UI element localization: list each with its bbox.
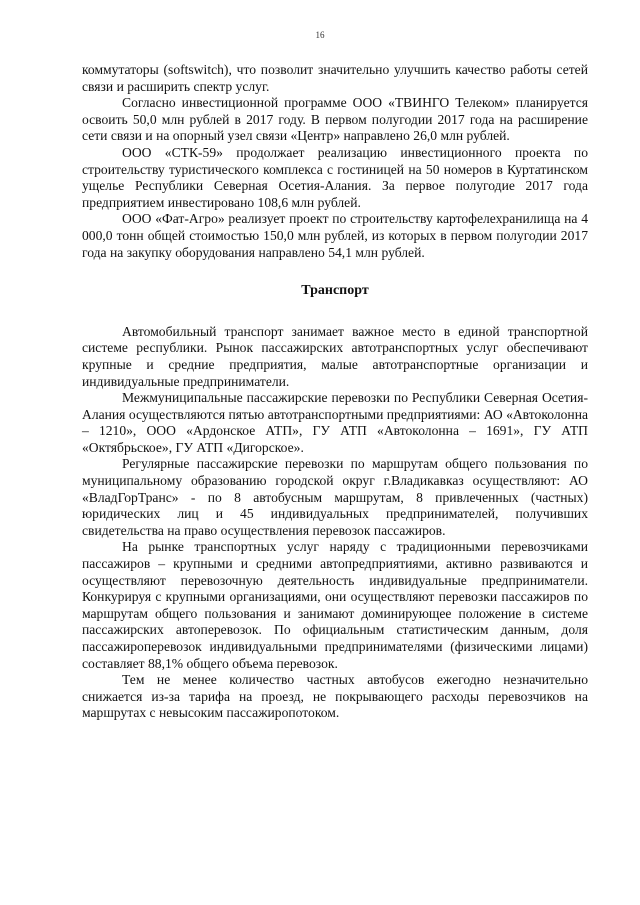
paragraph-stk-59: ООО «СТК-59» продолжает реализацию инвестиционного проекта по строительству туристического комплекса с гостиницей на 50 номеров в Куртатинском ущелье Республики Северная Осетия-Алания. За первое полугодие 2017 года предприятием инвестировано 108,6 млн рублей. bbox=[82, 144, 588, 210]
paragraph-transport-market: На рынке транспортных услуг наряду с традиционными перевозчиками пассажиров – крупными и средними автопредприятиями, активно развиваются и осуществляют перевозочную деятельность индивидуальные предприниматели. Конкурируя с крупными организациями, они осуществляют перевозки пассажиров по маршрутам общего пользования и занимают доминирующее положение в системе пассажирских автоперевозок. По официальным статистическим данным, доля пассажироперевозок индивидуальными предпринимателями (физическими лицами) составляет 88,1% общего объема перевозок. bbox=[82, 539, 588, 671]
paragraph-auto-transport: Автомобильный транспорт занимает важное место в единой транспортной системе республики. Рынок пассажирских автотранспортных услуг обеспечивают крупные и средние предприятия, малые автотранспортные организации и индивидуальные предприниматели. bbox=[82, 323, 588, 389]
document-body bbox=[82, 62, 588, 722]
paragraph-fat-agro: ООО «Фат-Агро» реализует проект по строительству картофелехранилища на 4 000,0 тонн общей стоимостью 150,0 млн рублей, из которых в первом полугодии 2017 года на закупку оборудования направлено 54,1 млн рублей. bbox=[82, 211, 588, 260]
paragraph-private-buses: Тем не менее количество частных автобусов ежегодно незначительно снижается из-за тарифа на проезд, не покрывающего расходы перевозчиков на маршрутах с невысоким пассажиропотоком. bbox=[82, 672, 588, 721]
page-number: 16 bbox=[315, 30, 325, 40]
paragraph-intermunicipal: Межмуниципальные пассажирские перевозки по Республики Северная Осетия-Алания осуществляются пятью автотранспортными предприятиями: АО «Автоколонна – 1210», ООО «Ардонское АТП», ГУ АТП «Автоколонна – 1691», ГУ АТП «Октябрьское», ГУ АТП «Дигорское». bbox=[82, 390, 589, 455]
paragraph-regular-routes: Регулярные пассажирские перевозки по маршрутам общего пользования по муниципальному образованию городской округ г.Владикавказ осуществляют: АО «ВладГорТранс» - по 8 автобусным маршрутам, 8 привлеченных (частных) юридических лиц и 45 индивидуальных предпринимателей, получивших свидетельства на право осуществления перевозок пассажиров. bbox=[82, 456, 588, 538]
paragraph-tvingo-telecom: Согласно инвестиционной программе ООО «ТВИНГО Телеком» планируется освоить 50,0 млн рублей в 2017 году. В первом полугодии 2017 года на расширение сети связи и на опорный узел связи «Центр» направлено 26,0 млн рублей. bbox=[82, 95, 588, 144]
paragraph-softswitch-continuation: коммутаторы (softswitch), что позволит значительно улучшить качество работы сетей связи и расширить спектр услуг. bbox=[82, 62, 588, 94]
section-heading-transport: Транспорт bbox=[301, 283, 369, 299]
